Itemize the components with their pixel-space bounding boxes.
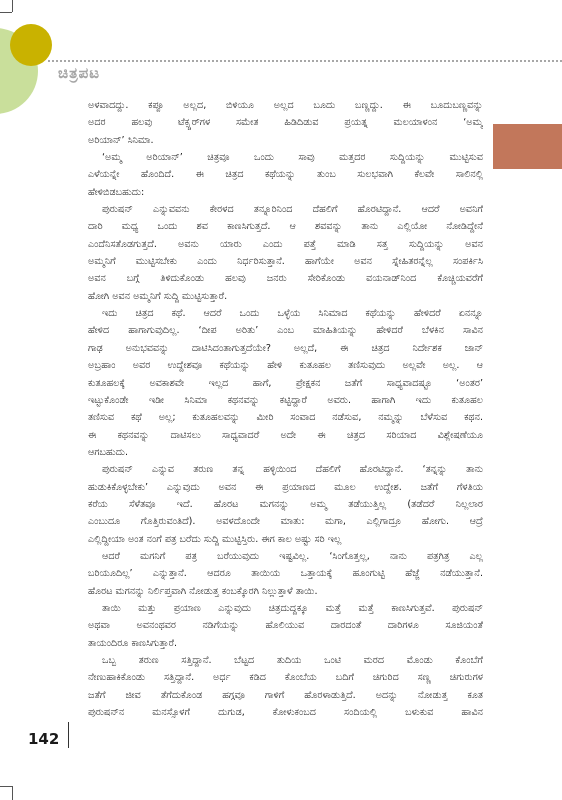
text-line: ಬರಿಯೂದಿಲ್ಲ’ ಎನ್ನುತ್ತಾನೆ. ಆದರೂ ತಾಯಿಯ ಒತ್ತಾಯಕ್ಕೆ ಹೂಂಗುಟ್ಟಿ ಹೆಜ್ಜೆ ನಡೆಯುತ್ತಾನೆ. — [88, 568, 483, 580]
text-line: ಹೋಗಿ ಅವನ ಅಮ್ಮನಿಗೆ ಸುದ್ದಿ ಮುಟ್ಟಿಸುತ್ತಾರೆ. — [88, 290, 228, 302]
text-line: ಅಬ್ರಹಾಂ ಅವರ ಉದ್ದೇಶವೂ ಕಥೆಯನ್ನು ಹೇಳಿ ಕುತೂಹಲ ತಣಿಸುವುದು ಅಲ್ಲವೇ ಅಲ್ಲ. ಆ — [88, 360, 483, 372]
decorative-yellow-circle — [10, 24, 52, 66]
text-line: ಅಥವಾ ಅವನಂಥವರ ನಡಿಗೆಯನ್ನು ಹೊಲಿಯುವ ದಾರದಂತೆ ದಾರಿಗಳೂ ಸೂಜಿಯಂತೆ — [88, 620, 483, 632]
text-line: ಕರೆಯ ಸೆಳೆತವೂ ಇದೆ. ಹೊರಟ ಮಗನನ್ನು ಅಮ್ಮ ತಡೆಯುತ್ತಿಲ್ಲ (ತಡೆದರೆ ನಿಲ್ಲಲಾರ — [88, 498, 483, 510]
text-line: ದಾರಿ ಮಧ್ಯ ಒಂದು ಶವ ಕಾಣಸಿಗುತ್ತದೆ. ಆ ಶವವನ್ನು ತಾನು ಎಲ್ಲಿಯೋ ನೋಡಿದ್ದೇನೆ — [88, 221, 483, 233]
page-number-rule — [68, 722, 69, 748]
text-line: ಎಳೆಯನ್ನೇ ಹೊಂದಿದೆ. ಈ ಚಿತ್ರದ ಕಥೆಯನ್ನು ತುಂಬ ಸುಲಭವಾಗಿ ಕೆಲವೇ ಸಾಲಿನಲ್ಲಿ — [88, 169, 483, 181]
text-line: ತಾಯಂದಿರೂ ಕಾಣಸಿಗುತ್ತಾರೆ. — [88, 637, 178, 649]
text-line: ಅದರ ಹಲವು ಟೆಕ್ಸ್ಚರ್‌ಗಳ ಸಮೇತ ಹಿಡಿದಿಡುವ ಪ್ರಯತ್ನ ಮಲಯಾಳಂನ ‘ಅಮ್ಮ — [88, 117, 483, 129]
text-line: ಎಂದೆನಿಸತೊಡಗುತ್ತದೆ. ಅವನು ಯಾರು ಎಂದು ಪತ್ತೆ ಮಾಡಿ ಸತ್ತ ಸುದ್ದಿಯನ್ನು ಅವನ — [88, 238, 483, 250]
crop-mark-top-left-vertical — [12, 0, 13, 12]
text-line: ಹೊರಟ ಮಗನನ್ನು ನಿರ್ಲಿಪ್ತವಾಗಿ ನೋಡುತ್ತ ಕಂಬಕ್ಕೊರಗಿ ನಿಲ್ಲುತ್ತಾಳೆ ತಾಯಿ. — [88, 585, 318, 597]
text-line: ಆದರೆ ಮಗನಿಗೆ ಪತ್ರ ಬರೆಯುವುದು ಇಷ್ಟವಿಲ್ಲ. ‘ಸಿಂಗೊತ್ತಲ್ಲ, ನಾನು ಪತ್ರಗಿತ್ರ ಎಲ್ಲ — [102, 550, 483, 562]
crop-mark-bottom-left-horizontal — [0, 786, 12, 787]
text-line: ಹೇಳಿದ ಹಾಗಾಗುವುದಿಲ್ಲ. ‘ದೀಪ ಅರಿತು’ ಎಂಬ ಮಾಹಿತಿಯನ್ನು ಹೇಳಿದರೆ ಬೆಳಕಿನ ಸಾವಿನ — [88, 325, 483, 337]
text-line: ಕುತೂಹಲಕ್ಕೆ ಅವಕಾಶವೇ ಇಲ್ಲದ ಹಾಗೆ, ಪ್ರೇಕ್ಷಕನ ಜತೆಗೆ ಸಾಧ್ಯವಾದಷ್ಟೂ ‘ಅಂತರ’ — [88, 377, 483, 389]
side-color-tab — [493, 124, 562, 169]
crop-mark-bottom-left-vertical — [12, 786, 13, 800]
text-line: ಎಲ್ಲಿದ್ದೀಯಾ ಅಂತ ನಂಗೆ ಪತ್ರ ಬರೆದು ಸುದ್ದಿ ಮುಟ್ಟಿಸ್ತಿರು. ಈಗ ಕಾಲ ಅಷ್ಟು ಸರಿ ಇಲ್ಲ — [88, 533, 342, 545]
text-line: ಒಬ್ಬ ತರುಣ ಸತ್ತಿದ್ದಾನೆ. ಬೆಟ್ಟದ ತುದಿಯ ಒಂಟಿ ಮರದ ಮೊಂಡು ಕೊಂಬೆಗೆ — [102, 655, 483, 666]
text-line: ತಾಯಿ ಮತ್ತು ಪ್ರಯಾಣ ಎನ್ನುವುದು ಚಿತ್ರದುದ್ದಕ್ಕೂ ಮತ್ತೆ ಮತ್ತೆ ಕಾಣಸಿಗುತ್ತವೆ. ಪುರುಷನ್ — [102, 602, 483, 614]
text-line: ಅಳವಾದದ್ದು. ಕಪ್ಪೂ ಅಲ್ಲದ, ಬಿಳಿಯೂ ಅಲ್ಲದ ಬೂದು ಬಣ್ಣದ್ದು. ಈ ಬೂದುಬಣ್ಣವನ್ನು — [88, 100, 483, 111]
text-line: ‘ಅಮ್ಮ ಅರಿಯಾನ್’ ಚಿತ್ರವೂ ಒಂದು ಸಾವು ಮತ್ತದರ ಸುದ್ದಿಯನ್ನು ಮುಟ್ಟಿಸುವ — [102, 152, 483, 164]
text-line: ಎಂಬುದೂ ಗೊತ್ತಿರುವಂತಿದೆ). ಅವಳದೊಂದೇ ಮಾತು: ಮಗಾ, ಎಲ್ಲಿಗಾದ್ರೂ ಹೋಗು. ಆದ್ರೆ — [88, 516, 483, 528]
text-line: ಜತೆಗೆ ಜೀವ ತೆಗೆದುಕೊಂಡ ಹಗ್ಗವೂ ಗಾಳಿಗೆ ಹೊರಳಾಡುತ್ತಿದೆ. ಅದನ್ನು ನೋಡುತ್ತ ಕೂತ — [88, 689, 483, 701]
crop-mark-top-left-horizontal — [0, 12, 12, 13]
text-line: ಈ ಕಥನವನ್ನು ದಾಟಿಸಲು ಸಾಧ್ಯವಾದರೆ ಅದೇ ಈ ಚಿತ್ರದ ಸರಿಯಾದ ವಿಶ್ಲೇಷಣೆಯೂ — [88, 429, 483, 441]
text-line: ಅರಿಯಾನ್’ ಸಿನಿಮಾ. — [88, 134, 154, 146]
text-line: ಆಗಬಹುದು. — [88, 446, 129, 458]
text-line: ಹುಡುಕಿಕೊಳ್ಳಬೇಕು’ ಎನ್ನುವುದು ಅವನ ಈ ಪ್ರಯಾಣದ ಮೂಲ ಉದ್ದೇಶ. ಜತೆಗೆ ಗೆಳತಿಯ — [88, 481, 483, 493]
text-line: ನೇಣುಹಾಕಿಕೊಂಡು ಸತ್ತಿದ್ದಾನೆ. ಅರ್ಧ ಕಡಿದ ಕೊಂಬೆಯ ಬದಿಗೆ ಚಿಗುರಿದ ಸಣ್ಣ ಚಿಗುರುಗಳ — [88, 672, 483, 684]
header-dotted-rule — [48, 60, 562, 62]
text-line: ಗಾಢ ಅನುಭವವನ್ನು ದಾಟಿಸಿದಂತಾಗುತ್ತದೆಯೇ? ಅಲ್ಲದೆ, ಈ ಚಿತ್ರದ ನಿರ್ದೇಶಕ ಜಾನ್ — [88, 342, 483, 354]
text-line: ಅವನ ಬಗ್ಗೆ ತಿಳಿದುಕೊಂಡು ಹಲವು ಜನರು ಸೇರಿಕೊಂಡು ವಯನಾಡ್‌ನಿಂದ ಕೊಚ್ಚಿಯವರೆಗೆ — [88, 273, 483, 285]
text-line: ತಣಿಸುವ ಕಥೆ ಅಲ್ಲ; ಕುತೂಹಲವನ್ನು ಮೀರಿ ಸಂವಾದ ನಡೆಸುವ, ನಮ್ಮನ್ನು ಬೆಳೆಸುವ ಕಥನ. — [88, 412, 483, 424]
text-line: ಪುರುಷನ್‌ನ ಮನಸ್ಸೊಳಗೆ ದುಗುಡ, ಕೋಳುಕಂಬದ ಸಂದಿಯಲ್ಲಿ ಬಳುಕುವ ಹಾವಿನ — [88, 707, 483, 719]
page-number: 142 — [28, 730, 60, 748]
text-line: ಇದು ಚಿತ್ರದ ಕಥೆ. ಆದರೆ ಒಂದು ಒಳ್ಳೆಯ ಸಿನಿಮಾದ ಕಥೆಯನ್ನು ಹೇಳಿದರೆ ಏನನ್ನೂ — [102, 308, 483, 320]
text-line: ಪುರುಷನ್ ಎನ್ನುವ ತರುಣ ತನ್ನ ಹಳ್ಳಿಯಿಂದ ದೆಹಲಿಗೆ ಹೊರಟಿದ್ದಾನೆ. ‘ತನ್ನನ್ನು ತಾನು — [102, 464, 483, 476]
text-line: ಪುರುಷನ್ ಎನ್ನುವವನು ಕೇರಳದ ತನ್ನೂರಿನಿಂದ ದೆಹಲಿಗೆ ಹೊರಟಿದ್ದಾನೆ. ಆದರೆ ಅವನಿಗೆ — [102, 204, 483, 216]
text-line: ಇಟ್ಟುಕೊಂಡೇ ಇಡೀ ಸಿನಿಮಾ ಕಥನವನ್ನು ಕಟ್ಟಿದ್ದಾರೆ ಅವರು. ಹಾಗಾಗಿ ಇದು ಕುತೂಹಲ — [88, 394, 483, 406]
article-body — [88, 97, 483, 721]
text-line: ಅಮ್ಮನಿಗೆ ಮುಟ್ಟಿಸಬೇಕು ಎಂದು ನಿರ್ಧರಿಸುತ್ತಾನೆ. ಹಾಗೆಯೇ ಅವನ ಸ್ನೇಹಿತರನ್ನೆಲ್ಲ ಸಂಪರ್ಕಿಸಿ — [88, 256, 483, 268]
text-line: ಹೇಳಿಬಿಡಬಹುದು: — [88, 186, 145, 198]
section-title: ಚಿತ್ರಪಟ — [58, 64, 101, 82]
